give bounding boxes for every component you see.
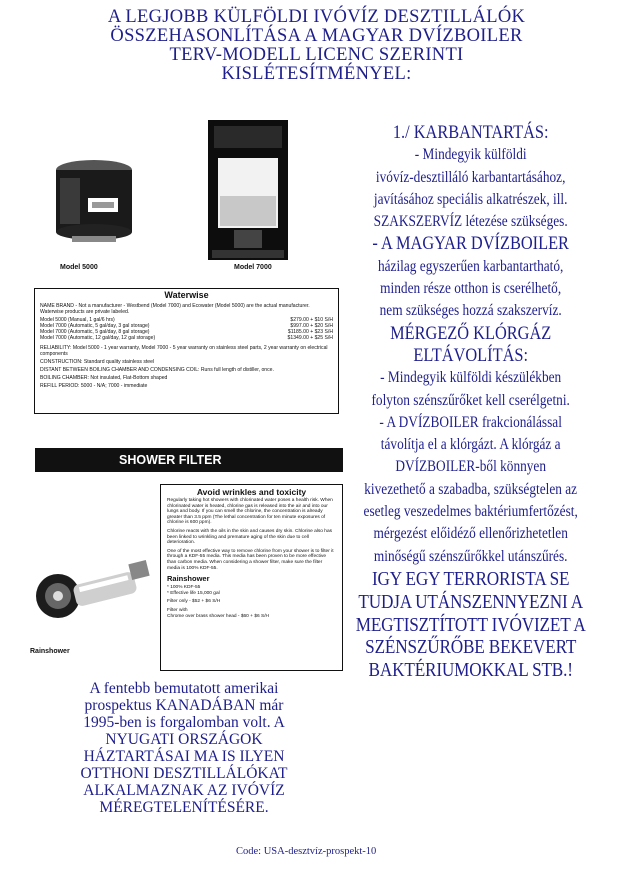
- right-line: esetleg veszedelmes baktériumfertőzést,: [363, 503, 578, 521]
- right-line: - A MAGYAR DVÍZBOILER: [372, 233, 569, 255]
- price-row: [40, 335, 333, 341]
- price-row-value: $1349.00 + $25 S/H: [287, 335, 333, 342]
- left-note-line: MÉREGTELENÍTÉSÉRE.: [99, 799, 269, 816]
- title-line: ÖSSZEHASONLÍTÁSA A MAGYAR DVÍZBOILER: [110, 26, 523, 46]
- model-7000-photo: [204, 118, 292, 266]
- right-line: minden része otthon is cserélhető,: [380, 280, 562, 298]
- model-5000-caption: Model 5000: [60, 264, 98, 271]
- right-column-text: [352, 122, 589, 682]
- price-row-name: Model 7000 (Automatic, 12 gal/day, 12 gal storage): [40, 335, 156, 342]
- waterwise-construction: CONSTRUCTION: Standard quality stainless steel: [40, 358, 155, 365]
- right-line: folyton szénszűrőket kell cserélgetni.: [371, 391, 570, 409]
- left-note: [34, 680, 334, 816]
- price-row-value: $997.00 + $20 S/H: [290, 323, 333, 330]
- rainshower-spec: * Effective life 15,000 gal: [167, 590, 220, 596]
- rainshower-price: Filter only - $52 + $6 S/H: [167, 599, 221, 605]
- avoid-wrinkles-box: [160, 484, 343, 671]
- right-line: minőségű szénszűrőkkel utánszűrés.: [373, 547, 568, 565]
- right-line: IGY EGY TERRORISTA SE: [371, 567, 570, 590]
- price-row-name: Model 7000 (Automatic, 5 gal/day, 8 gal storage): [40, 329, 150, 336]
- left-note-line: OTTHONI DESZTILLÁLÓKAT: [80, 765, 288, 782]
- left-note-line: A fentebb bemutatott amerikai: [89, 680, 279, 697]
- waterwise-refill: REFILL PERIOD: 5000 - N/A; 7000 - immediate: [40, 383, 148, 390]
- rainshower-spec: * 100% KDF-55: [167, 585, 201, 591]
- wrinkles-paragraph: Chlorine reacts with the oils in the skin and causes dry skin. Chlorine also has been linked to wrinkling and premature aging of the skin due to cell deterioration.: [167, 528, 333, 546]
- wrinkles-paragraph: Regularly taking hot showers with chlorinated water poses a health risk. When chlorinated water is heated, chlorine gas is released into the air and into our lungs and body. If you can smell the chlorine, the concentration is already greater than 3.5 ppm (The lethal concentration for ten minute exposures of chlorine is 600 ppm).: [167, 498, 333, 526]
- footer-code: Code: USA-desztvíz-prospekt-10: [236, 846, 377, 857]
- right-line: BAKTÉRIUMOKKAL STB.!: [368, 659, 573, 682]
- right-line: MEGTISZTÍTOTT IVÓVIZET A: [355, 613, 586, 636]
- right-line: - Mindegyik külföldi készülékben: [380, 369, 562, 387]
- left-note-line: ALKALMAZNAK AZ IVÓVÍZ: [83, 782, 285, 799]
- title-line: KISLÉTESÍTMÉNYEL:: [221, 64, 412, 84]
- price-row-value: $1185.00 + $23 S/H: [287, 329, 333, 336]
- right-line: - A DVÍZBOILER frakcionálással: [379, 413, 562, 431]
- waterwise-title: Waterwise: [164, 290, 209, 300]
- right-line: kivezethető a szabadba, szükségtelen az: [364, 480, 578, 498]
- waterwise-price-list: [40, 317, 333, 341]
- right-line: MÉRGEZŐ KLÓRGÁZ: [390, 322, 552, 344]
- right-line: javításához speciális alkatrészek, ill.: [373, 190, 568, 208]
- model-7000-caption: Model 7000: [234, 264, 272, 271]
- price-row-value: $279.00 + $10 S/H: [290, 317, 333, 324]
- right-line: nem szükséges hozzá szakszervíz.: [379, 302, 562, 320]
- waterwise-distant: DISTANT BETWEEN BOILING CHAMBER AND CONDENSING COIL: Runs full length of distiller, once.: [40, 366, 274, 373]
- page-title: [10, 8, 623, 84]
- rainshower-caption: Rainshower: [30, 648, 70, 655]
- right-line: TUDJA UTÁNSZENNYEZNI A: [358, 590, 583, 613]
- model-5000-photo: [44, 118, 144, 258]
- price-row-name: Model 5000 (Manual, 1 gal/6 hrs): [40, 317, 115, 324]
- title-line: TERV-MODELL LICENC SZERINTI: [169, 45, 464, 65]
- right-line: ivóvíz-desztilláló karbantartásához,: [375, 168, 566, 186]
- title-line: A LEGJOBB KÜLFÖLDI IVÓVÍZ DESZTILLÁLÓK: [107, 7, 526, 27]
- waterwise-reliability: RELIABILITY: Model 5000 - 1 year warranty, Model 7000 - 5 year warranty on stainless steel parts, 2 year warranty on electrical components: [40, 344, 328, 357]
- right-line: SZAKSZERVÍZ létezése szükséges.: [373, 213, 568, 231]
- right-line: ELTÁVOLÍTÁS:: [413, 344, 529, 366]
- right-line: SZÉNSZŰRŐBE BEKEVERT: [365, 636, 577, 659]
- right-line: távolítja el a klórgázt. A klórgáz a: [380, 436, 561, 454]
- price-row-name: Model 7000 (Automatic, 5 gal/day, 3 gal storage): [40, 323, 150, 330]
- waterwise-comparison-box: [34, 288, 339, 414]
- rainshower-price-label: Filter with: [167, 607, 188, 613]
- right-line: házilag egyszerűen karbantartható,: [377, 257, 564, 275]
- rainshower-price: Chrome over brass shower head - $60 + $6 S/H: [167, 613, 269, 619]
- left-note-line: prospektus KANADÁBAN már: [84, 697, 284, 714]
- left-note-line: NYUGATI ORSZÁGOK: [105, 731, 263, 748]
- wrinkles-title: Avoid wrinkles and toxicity: [196, 487, 307, 497]
- right-line: - Mindegyik külföldi: [414, 146, 527, 164]
- left-note-line: HÁZTARTÁSAI MA IS ILYEN: [83, 748, 285, 765]
- rainshower-spec-title: Rainshower: [167, 574, 210, 584]
- right-line: mérgezést előidéző ellenőrizhetetlen: [373, 525, 568, 543]
- right-line: 1./ KARBANTARTÁS:: [392, 122, 549, 143]
- shower-filter-banner: SHOWER FILTER: [35, 448, 343, 472]
- waterwise-boiling: BOILING CHAMBER: Not insulated, Flat-Bottom shaped: [40, 374, 168, 381]
- waterwise-brand: NAME BRAND - Not a manufacturer - Westbend (Model 7000) and Ecowater (Model 5000) are the actual manufacturer. Waterwise products are private labeled.: [40, 303, 310, 316]
- wrinkles-paragraph: One of the most effective way to remove chlorine from your shower is to filter it through a KDF-55 media. This media has been proven to be more effective than carbon media. When considering a shower filter, make sure the filter media is 100% KDF-55.: [167, 548, 334, 571]
- right-line: DVÍZBOILER-ből könnyen: [395, 458, 547, 476]
- left-note-line: 1995-ben is forgalomban volt. A: [83, 714, 285, 731]
- rainshower-photo: [30, 540, 156, 626]
